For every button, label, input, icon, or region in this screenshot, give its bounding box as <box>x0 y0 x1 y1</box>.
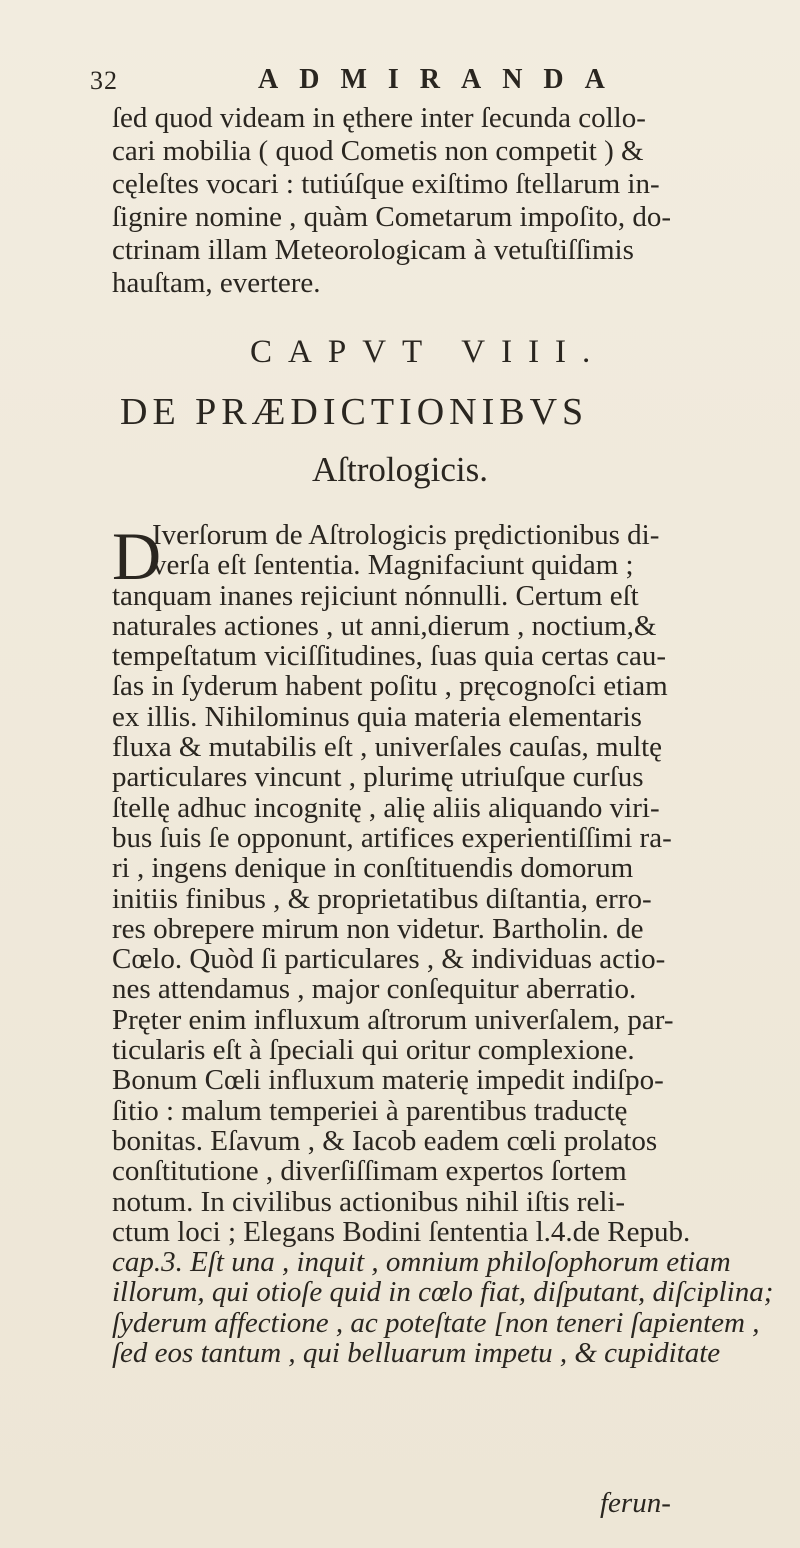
text-line: Bonum Cœli influxum materię impedit indiſpo- <box>112 1064 664 1097</box>
text-line: ticularis eſt à ſpeciali qui oritur complexione. <box>112 1034 635 1067</box>
text-line: nes attendamus , major conſequitur aberratio. <box>112 973 637 1006</box>
text-line: bus ſuis ſe opponunt, artifices experientiſſimi ra- <box>112 821 672 854</box>
drop-cap: D <box>112 518 162 594</box>
text-line: bonitas. Eſavum , & Iacob eadem cœli prolatos <box>112 1124 658 1157</box>
text-line: ſitio : malum temperiei à parentibus traductę <box>112 1094 628 1127</box>
text-line: Iverſorum de Aſtrologicis prędictionibus di- <box>152 519 660 551</box>
text-line: naturales actiones , ut anni,dierum , noctium,& <box>112 609 657 642</box>
page-number: 32 <box>90 66 118 95</box>
section-heading: DE PRÆDICTIONIBVS <box>120 391 589 433</box>
main-paragraph <box>112 520 772 1368</box>
text-line: ſignire nomine , quàm Cometarum impoſito, do- <box>112 201 671 233</box>
text-line: ctum loci ; Elegans Bodini ſententia l.4.de Repub. <box>112 1215 691 1248</box>
text-line: verſa eſt ſententia. Magnifaciunt quidam ; <box>152 549 634 582</box>
text-line: cap.3. Eſt una , inquit , omnium philoſophorum etiam <box>112 1246 731 1279</box>
text-line: particulares vincunt , plurimę utriuſque curſus <box>112 761 644 794</box>
text-line: ſyderum affectione , ac poteſtate [non teneri ſapientem , <box>112 1306 760 1339</box>
text-line: cari mobilia ( quod Cometis non competit ) & <box>112 135 644 167</box>
text-line: ſas in ſyderum habent poſitu , pręcognoſci etiam <box>112 670 668 703</box>
text-line: res obrepere mirum non videtur. Bartholin. de <box>112 912 644 945</box>
intro-paragraph <box>112 102 752 300</box>
text-line: ex illis. Nihilominus quia materia elementaris <box>112 700 642 733</box>
text-line: fluxa & mutabilis eſt , univerſales cauſas, multę <box>112 731 663 764</box>
page-header <box>90 64 730 104</box>
catchword: ferun- <box>600 1487 671 1519</box>
text-line: illorum, qui otioſe quid in cœlo fiat, diſputant, diſciplina; <box>112 1276 774 1309</box>
text-line: cęleſtes vocari : tutiúſque exiſtimo ſtellarum in- <box>112 168 660 200</box>
running-head: ADMIRANDA <box>258 64 626 95</box>
text-line: ri , ingens denique in conſtituendis domorum <box>112 852 634 885</box>
text-line: tanquam inanes rejiciunt nónnulli. Certum eſt <box>112 579 639 612</box>
text-line: ſed quod videam in ęthere inter ſecunda collo- <box>112 102 646 134</box>
text-line: Pręter enim influxum aſtrorum univerſalem, par- <box>112 1003 674 1036</box>
text-line: Cœlo. Quòd ſi particulares , & individuas actio- <box>112 943 666 976</box>
section-subheading: Aſtrologicis. <box>312 450 488 489</box>
text-line: initiis finibus , & proprietatibus diſtantia, erro- <box>112 882 652 915</box>
text-line: ctrinam illam Meteorologicam à vetuſtiſſimis <box>112 234 634 266</box>
text-line: hauſtam, evertere. <box>112 267 321 299</box>
text-line: conſtitutione , diverſiſſimam expertos ſortem <box>112 1155 627 1188</box>
text-line: ſed eos tantum , qui belluarum impetu , & cupiditate <box>112 1337 721 1370</box>
text-line: notum. In civilibus actionibus nihil iſtis reli- <box>112 1185 626 1218</box>
text-line: tempeſtatum viciſſitudines, ſuas quia certas cau- <box>112 640 667 673</box>
text-line: ſtellę adhuc incognitę , alię aliis aliquando viri- <box>112 791 660 824</box>
chapter-title: CAPVT VIII. <box>250 334 607 370</box>
